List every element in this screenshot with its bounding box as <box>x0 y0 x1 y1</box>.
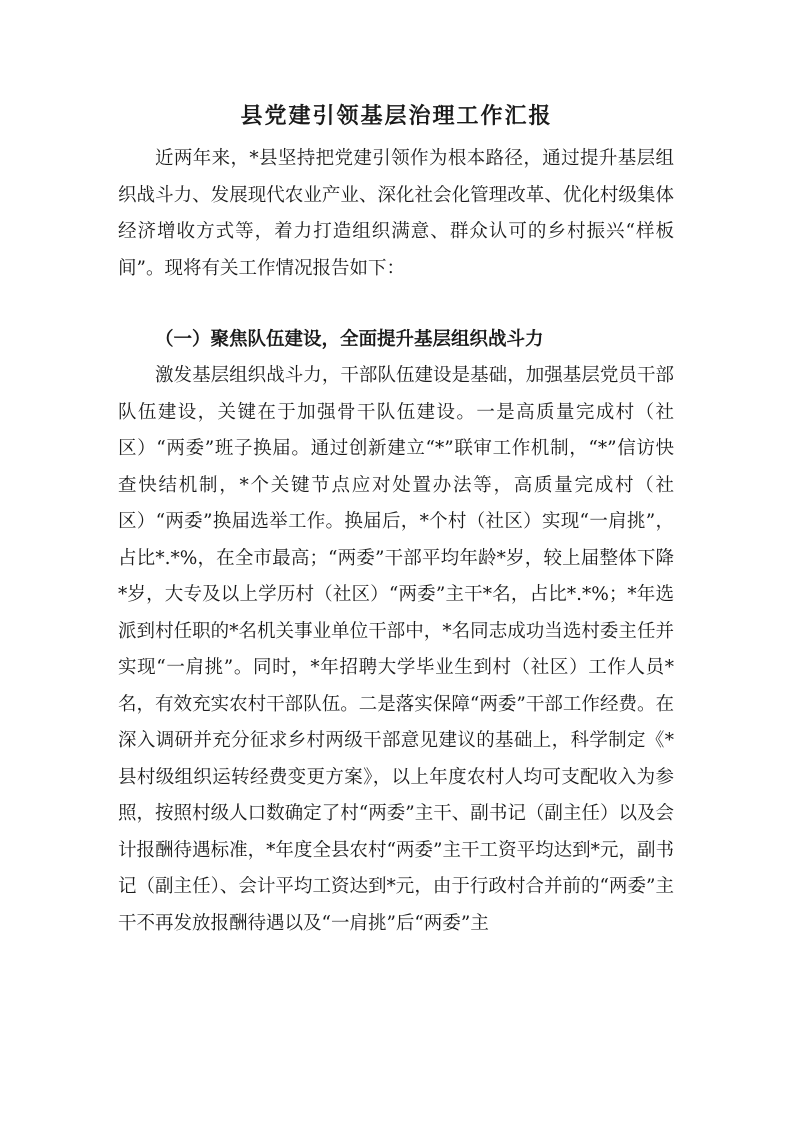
intro-paragraph: 近两年来，*县坚持把党建引领作为根本路径，通过提升基层组织战斗力、发展现代农业产业、深化社会化管理改革、优化村级集体经济增收方式等，着力打造组织满意、群众认可的乡村振兴“样板间”。现将有关工作情况报告如下： <box>118 148 674 279</box>
section-body-paragraph: 激发基层组织战斗力，干部队伍建设是基础，加强基层党员干部队伍建设，关键在于加强骨干队伍建设。一是高质量完成村（社区）“两委”班子换届。通过创新建立“*”联审工作机制，“*”信访快查快结机制，*个关键节点应对处置办法等，高质量完成村（社区）“两委”换届选举工作。换届后，*个村（社区）实现“一肩挑”，占比*.*%，在全市最高；“两委”干部平均年龄*岁，较上届整体下降*岁，大专及以上学历村（社区）“两委”主干*名，占比*.*%；*年选派到村任职的*名机关事业单位干部中，*名同志成功当选村委主任并实现“一肩挑”。同时，*年招聘大学毕业生到村（社区）工作人员*名，有效充实农村干部队伍。二是落实保障“两委”干部工作经费。在深入调研并充分征求乡村两级干部意见建议的基础上，科学制定《*县村级组织运转经费变更方案》，以上年度农村人均可支配收入为参照，按照村级人口数确定了村“两委”主干、副书记（副主任）以及会计报酬待遇标准，*年度全县农村“两委”主干工资平均达到*元，副书记（副主任）、会计平均工资达到*元，由于行政村合并前的“两委”主干不再发放报酬待遇以及“一肩挑”后“两委”主 <box>118 365 674 934</box>
document-title: 县党建引领基层治理工作汇报 <box>240 103 553 129</box>
section-heading: （一）聚焦队伍建设，全面提升基层组织战斗力 <box>155 329 544 350</box>
